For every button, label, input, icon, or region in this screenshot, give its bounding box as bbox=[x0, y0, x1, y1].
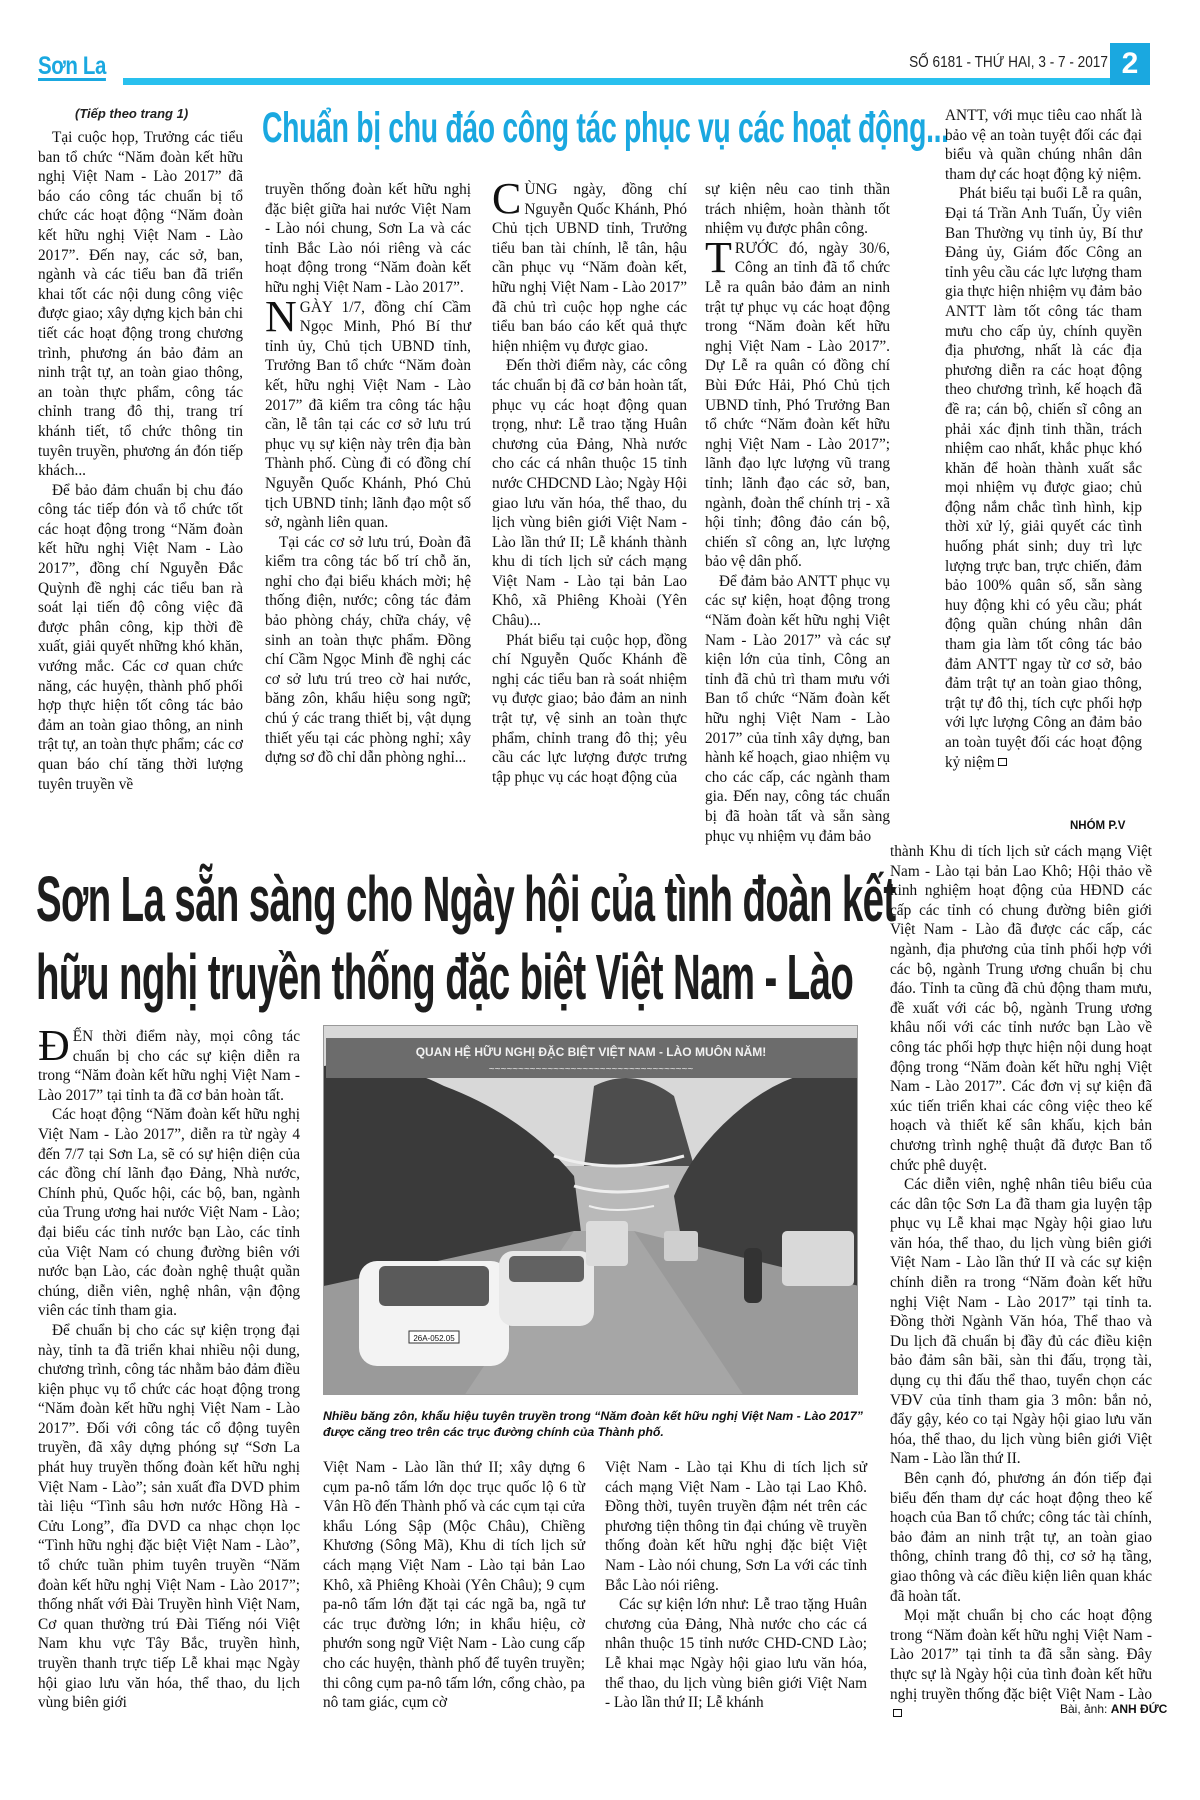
street-photo bbox=[323, 1025, 858, 1395]
plate-text: 26A-052.05 bbox=[413, 1334, 455, 1343]
paragraph: Để đảm bảo ANTT phục vụ các sự kiện, hoạt động trong “Năm đoàn kết hữu nghị Việt Nam - Lào 2017” và các sự kiện lớn của tỉnh, Công an tỉnh đã chủ trì tham mưu với Ban tổ chức “Năm đoàn kết hữu nghị Việt Nam - Lào 2017” của tỉnh xây dựng, ban hành kế hoạch, giao nhiệm vụ cho các cấp, các ngành tham gia. Đến nay, công tác chuẩn bị đã hoàn tất và sẵn sàng phục vụ nhiệm vụ đảm bảo bbox=[705, 572, 890, 845]
article1-column-4 bbox=[705, 180, 890, 846]
end-mark-icon bbox=[998, 758, 1007, 766]
paragraph: Để bảo đảm chuẩn bị chu đáo công tác tiếp đón và tổ chức tốt các hoạt động trong “Năm đoàn kết hữu nghị Việt Nam - Lào 2017”, đồng chí Nguyễn Đắc Quỳnh đề nghị các tiểu ban rà soát lại tiến độ công việc đã được phân công, kịp thời đề xuất, giải quyết những khó khăn, vướng mắc. Các cơ quan chức năng, các huyện, thành phố phối hợp thực hiện tốt công tác bảo đảm an toàn giao thông, an ninh trật tự, an toàn thực phẩm; các cơ quan báo chí tăng thời lượng tuyên truyền về bbox=[38, 481, 243, 793]
header-rule bbox=[123, 78, 1110, 85]
headline-line-1: Sơn La sẵn sàng cho Ngày hội của tình đoàn kết bbox=[36, 863, 896, 935]
article2-byline: Bài, ảnh: ANH ĐỨC bbox=[1060, 1702, 1168, 1716]
dropcap: T bbox=[705, 232, 732, 282]
paragraph: Việt Nam - Lào tại Khu di tích lịch sử cách mạng Việt Nam - Lào tại Lao Khô. Đồng thời, tuyên truyền đậm nét trên các phương tiện thông tin đại chúng về truyền thống đoàn kết hữu nghị đặc biệt Việt Nam - Lào nói chung, Sơn La với các tỉnh Bắc Lào nói riêng. bbox=[605, 1459, 867, 1594]
article2-column-4 bbox=[890, 842, 1152, 1724]
paragraph: Phát biểu tại cuộc họp, đồng chí Nguyễn Quốc Khánh đề nghị các tiểu ban rà soát nhiệm vụ được giao; bảo đảm an ninh trật tự, vệ sinh an toàn thực phẩm, chỉnh trang đô thị; yêu cầu các lực lượng được trưng tập phục vụ các hoạt động của bbox=[492, 631, 687, 786]
article1-column-5 bbox=[945, 106, 1142, 772]
article1-byline: NHÓM P.V bbox=[1070, 820, 1126, 832]
paragraph: ANTT, với mục tiêu cao nhất là bảo vệ an toàn tuyệt đối các đại biểu và quần chúng nhân dân tham dự các hoạt động kỷ niệm. bbox=[945, 107, 1142, 183]
paragraph: Để chuẩn bị cho các sự kiện trọng đại này, tỉnh ta đã triển khai nhiều nội dung, chương trình, công tác nhằm bảo đảm điều kiện phục vụ tổ chức các hoạt động trong “Năm đoàn kết hữu nghị Việt Nam - Lào 2017”. Đối với công tác cổ động tuyên truyền, đã xây dựng phóng sự “Sơn La phát huy truyền thống đoàn kết hữu nghị Việt Nam - Lào”; sản xuất đĩa DVD phim tài liệu “Tình sâu hơn nước Hồng Hà - Cửu Long”, đĩa DVD ca nhạc chọn lọc “Tình hữu nghị đặc biệt Việt Nam - Lào”, tổ chức tuần phim tuyên truyền “Năm đoàn kết hữu nghị Việt Nam - Lào 2017”; thống nhất với Đài Truyền hình Việt Nam, Cơ quan thường trú Đài Tiếng nói Việt Nam khu vực Tây Bắc, truyền hình, truyền thanh trực tiếp Lễ khai mạc Ngày hội giao lưu văn hóa, thể thao, du lịch vùng biên giới bbox=[38, 1321, 300, 1712]
dropcap: C bbox=[492, 174, 522, 223]
paragraph: Các hoạt động “Năm đoàn kết hữu nghị Việt Nam - Lào 2017”, diễn ra từ ngày 4 đến 7/7 tại Sơn La, sẽ có sự hiện diện của các đồng chí lãnh đạo Đảng, Nhà nước, Chính phủ, Quốc hội, các bộ, ban, ngành của Trung ương hai nước Việt Nam - Lào; đại biểu các tỉnh nước bạn Lào, các tỉnh của Việt Nam có chung đường biên với nước bạn Lào, các đoàn nghệ thuật quần chúng, diễn viên, nghệ nhân, vận động viên các tỉnh tham gia. bbox=[38, 1106, 300, 1320]
article2-headline bbox=[36, 860, 896, 1016]
paragraph: truyền thống đoàn kết hữu nghị đặc biệt giữa hai nước Việt Nam - Lào nói chung, Sơn La và các tỉnh Bắc Lào nói riêng và các hoạt động trong “Năm đoàn kết hữu nghị Việt Nam - Lào 2017”. bbox=[265, 181, 471, 296]
banner-text: QUAN HỆ HỮU NGHỊ ĐẶC BIỆT VIỆT NAM - LÀO MUÔN NĂM! bbox=[415, 1045, 767, 1059]
dropcap: Đ bbox=[38, 1021, 70, 1070]
article1-column-1 bbox=[38, 128, 243, 794]
paragraph: Phát biểu tại buổi Lễ ra quân, Đại tá Trần Anh Tuấn, Ủy viên Ban Thường vụ tỉnh ủy, Bí thư Đảng ủy, Giám đốc Công an tỉnh yêu cầu các lực lượng tham gia thực hiện nhiệm vụ đảm bảo ANTT làm tốt công tác tham mưu cho cấp ủy, chính quyền địa phương, nhất là các địa phương diễn ra các hoạt động theo chương trình, kế hoạch đã đề ra; cán bộ, chiến sĩ công an phải xác định tinh thần, trách nhiệm cao nhất, khắc phục khó khăn để hoàn thành xuất sắc mọi nhiệm vụ được giao; chủ động nắm chắc tình hình, kịp thời xử lý, giải quyết các tình huống phát sinh; duy trì lực lượng trực ban, trực chiến, đảm bảo 100% quân số, sẵn sàng huy động khi có yêu cầu; phát động quần chúng nhân dân tham gia làm tốt công tác bảo đảm ANTT ngay từ cơ sở, bảo đảm trật tự an toàn giao thông, trật tự đô thị, tích cực phối hợp với lực lượng Công an đảm bảo an toàn tuyệt đối các hoạt động kỷ niệm bbox=[945, 185, 1142, 771]
article2-column-3 bbox=[605, 1458, 867, 1713]
paragraph: Đến thời điểm này, các công tác chuẩn bị đã cơ bản hoàn tất, phục vụ các hoạt động quan trọng, như: Lễ trao tặng Huân chương của Đảng, Nhà nước cho các cá nhân thuộc 15 tỉnh nước CHDCND Lào; Ngày Hội giao lưu văn hóa, thể thao, du lịch vùng biên giới Việt Nam - Lào lần thứ II; Lễ khánh thành khu di tích lịch sử cách mạng Việt Nam - Lào tại bản Lao Khô, xã Phiêng Khoài (Yên Châu)... bbox=[492, 357, 687, 630]
paragraph: Các sự kiện lớn như: Lễ trao tặng Huân chương của Đảng, Nhà nước cho các cá nhân thuộc 15 tỉnh nước CHD-CND Lào; Lễ khai mạc Ngày hội giao lưu văn hóa, thể thao, du lịch vùng biên giới Việt Nam - Lào lần thứ II; Lễ khánh bbox=[605, 1596, 867, 1712]
van bbox=[586, 1221, 628, 1266]
headline-line-2: hữu nghị truyền thống đặc biệt Việt Nam - Lào bbox=[36, 941, 854, 1013]
paragraph: sự kiện nêu cao tinh thần trách nhiệm, hoàn thành tốt nhiệm vụ được phân công. bbox=[705, 181, 890, 238]
motorbike bbox=[744, 1248, 762, 1303]
banner-lao-text: ~~~~~~~~~~~~~~~~~~~~~~~~~~~~~~~~~~~ bbox=[488, 1064, 694, 1075]
end-mark-icon bbox=[893, 1709, 902, 1717]
car-second bbox=[499, 1251, 594, 1326]
paragraph: Bên cạnh đó, phương án đón tiếp đại biểu đến tham dự các hoạt động theo kế hoạch của Ban tổ chức; công tác tài chính, bảo đảm an ninh trật tự, an toàn giao thông, chỉnh trang đô thị, cơ sở hạ tầng, giao thông và các điều kiện liên quan khác đã hoàn tất. bbox=[890, 1470, 1152, 1605]
article2-column-1 bbox=[38, 1021, 300, 1713]
pickup-truck bbox=[664, 1231, 698, 1261]
article2-column-2 bbox=[323, 1458, 585, 1713]
street-photo-illustration bbox=[324, 1026, 858, 1395]
article1-column-3 bbox=[492, 174, 687, 787]
paragraph: Tại các cơ sở lưu trú, Đoàn đã kiểm tra công tác bố trí chỗ ăn, nghỉ cho đại biểu khách mời; hệ thống điện, nước; công tác đảm bảo phòng cháy, chữa cháy, vệ sinh an toàn thực phẩm. Đồng chí Cầm Ngọc Minh đề nghị các cơ sở lưu trú treo cờ hai nước, băng zôn, khẩu hiệu song ngữ; chú ý các trang thiết bị, vật dụng thiết yếu tại các phòng nghỉ; xây dựng sơ đồ chỉ dẫn phòng nghỉ... bbox=[265, 533, 471, 767]
paragraph: Mọi mặt chuẩn bị cho các hoạt động trong “Năm đoàn kết hữu nghị Việt Nam - Lào 2017” tại tỉnh ta đã sẵn sàng. Đây thực sự là Ngày hội của tình đoàn kết hữu nghị truyền thống đặc biệt Việt Nam - Lào bbox=[890, 1606, 1152, 1724]
paragraph-with-dropcap: TRƯỚC đó, ngày 30/6, Công an tỉnh đã tổ chức Lễ ra quân bảo đảm an ninh trật tự phục vụ các hoạt động trong “Năm đoàn kết hữu nghị Việt Nam - Lào 2017”. Dự Lễ ra quân có đồng chí Bùi Đức Hải, Phó Chủ tịch UBND tỉnh, Phó Trưởng Ban tổ chức “Năm đoàn kết hữu nghị Việt Nam - Lào 2017”; lãnh đạo lực lượng vũ trang tỉnh; lãnh đạo các sở, ban, ngành, đoàn thể chính trị - xã hội tỉnh; đông đảo cán bộ, chiến sĩ công an, lực lượng bảo vệ dân phố. bbox=[705, 232, 890, 571]
page-number: 2 bbox=[1110, 43, 1150, 85]
photo-caption: Nhiều băng zôn, khẩu hiệu tuyên truyền trong “Năm đoàn kết hữu nghị Việt Nam - Lào 2017” được căng treo trên các trục đường chính của Thành phố. bbox=[323, 1409, 863, 1439]
issue-info: SỐ 6181 - THỨ HAI, 3 - 7 - 2017 bbox=[909, 54, 1108, 71]
pickup-truck-right bbox=[782, 1231, 854, 1286]
paragraph: Các diễn viên, nghệ nhân tiêu biểu của các dân tộc Sơn La đã tham gia luyện tập phục vụ Lễ khai mạc Ngày hội giao lưu văn hóa, thể thao, du lịch vùng biên giới Việt Nam - Lào lần thứ II và các sự kiện chính diễn ra trong “Năm đoàn kết hữu nghị Việt Nam - Lào 2017” tại tỉnh ta. Đồng thời Ngành Văn hóa, Thể thao và Du lịch đã chuẩn bị đầy đủ các điều kiện bảo đảm sân bãi, sàn thi đấu, trọng tài, dụng cụ thi đấu thể thao, tuyển chọn các VĐV của tỉnh tham gia 3 môn: bắn nỏ, đẩy gậy, kéo co tại Ngày hội giao lưu văn hóa, thể thao, du lịch vùng biên giới Việt Nam - Lào lần thứ II. bbox=[890, 1176, 1152, 1468]
paragraph: Việt Nam - Lào lần thứ II; xây dựng 6 cụm pa-nô tấm lớn dọc trục quốc lộ 6 từ Vân Hồ đến Thành phố và các cụm tại cửa khẩu Lóng Sập (Mộc Châu), Chiềng Khương (Sông Mã), Khu di tích lịch sử cách mạng Việt Nam - Lào tại bản Lao Khô, xã Phiêng Khoài (Yên Châu); 9 cụm pa-nô tấm lớn đặt tại các ngã ba, ngã tư các trục đường lớn; in khẩu hiệu, cờ phướn song ngữ Việt Nam - Lào cung cấp cho các huyện, thành phố để tuyên truyền; thi công cụm pa-nô tấm lớn, cổng chào, pa nô tam giác, cụm cờ bbox=[323, 1459, 585, 1712]
paragraph: thành Khu di tích lịch sử cách mạng Việt Nam - Lào tại bản Lao Khô; Hội thảo về kinh nghiệm hoạt động của HĐND các cấp các tỉnh có chung đường biên giới Việt Nam - Lào đã được các cấp, các ngành, địa phương của tỉnh phối hợp với các bộ, ngành Trung ương chuẩn bị chu đáo. Tỉnh ta cũng đã chủ động tham mưu, đề xuất với các bộ, ngành Trung ương khâu nối với các tỉnh nước bạn Lào về công tác phối hợp thực hiện nội dung hoạt động trong “Năm đoàn kết hữu nghị Việt Nam - Lào 2017”. Các đơn vị sự kiện đã xúc tiến triển khai các công việc theo kế hoạch và thiết kế sân khấu, kịch bản chương trình nghệ thuật đã được Ban tổ chức phê duyệt. bbox=[890, 843, 1152, 1174]
article1-headline: Chuẩn bị chu đáo công tác phục vụ các hoạt động... bbox=[262, 104, 949, 152]
dropcap: N bbox=[265, 291, 297, 341]
continued-note: (Tiếp theo trang 1) bbox=[75, 106, 189, 121]
paragraph-with-dropcap: ĐẾN thời điểm này, mọi công tác chuẩn bị cho các sự kiện diễn ra trong “Năm đoàn kết hữu nghị Việt Nam - Lào 2017” tại tỉnh ta đã cơ bản hoàn tất. bbox=[38, 1021, 300, 1104]
section-name: Sơn La bbox=[38, 52, 106, 80]
car-front bbox=[359, 1261, 509, 1366]
paragraph: Tại cuộc họp, Trưởng các tiểu ban tổ chức “Năm đoàn kết hữu nghị Việt Nam - Lào 2017” đã báo cáo công tác chuẩn bị tổ chức các hoạt động “Năm đoàn kết hữu nghị Việt Nam - Lào 2017”. Đến nay, các sở, ban, ngành và các tiểu ban đã triển khai tốt các nội dung công việc được giao; xây dựng kịch bản chi tiết các hoạt động trong chương trình, phương án bảo đảm an ninh trật tự, an toàn giao thông, an toàn thực phẩm, công tác chỉnh trang đô thị, trang trí khánh tiết, tổ chức thông tin tuyên truyền, phương án đón tiếp khách... bbox=[38, 129, 243, 480]
masthead bbox=[0, 0, 1200, 95]
paragraph-with-dropcap: CÙNG ngày, đồng chí Nguyễn Quốc Khánh, Phó Chủ tịch UBND tỉnh, Trưởng tiểu ban tài chính, lễ tân, hậu cần phục vụ “Năm đoàn kết, hữu nghị Việt Nam - Lào 2017” đã chủ trì cuộc họp nghe các tiểu ban báo cáo kết quả thực hiện nhiệm vụ được giao. bbox=[492, 174, 687, 355]
article1-column-2 bbox=[265, 180, 471, 768]
paragraph-with-dropcap: NGÀY 1/7, đồng chí Cầm Ngọc Minh, Phó Bí thư tỉnh ủy, Chủ tịch UBND tỉnh, Trưởng Ban tổ chức “Năm đoàn kết, hữu nghị Việt Nam - Lào 2017” đã kiểm tra công tác hậu cần, lễ tân tại các cơ sở lưu trú phục vụ sự kiện này trên địa bàn Thành phố. Cùng đi có đồng chí Nguyễn Quốc Khánh, Phó Chủ tịch UBND tỉnh; lãnh đạo một số sở, ngành liên quan. bbox=[265, 291, 471, 532]
